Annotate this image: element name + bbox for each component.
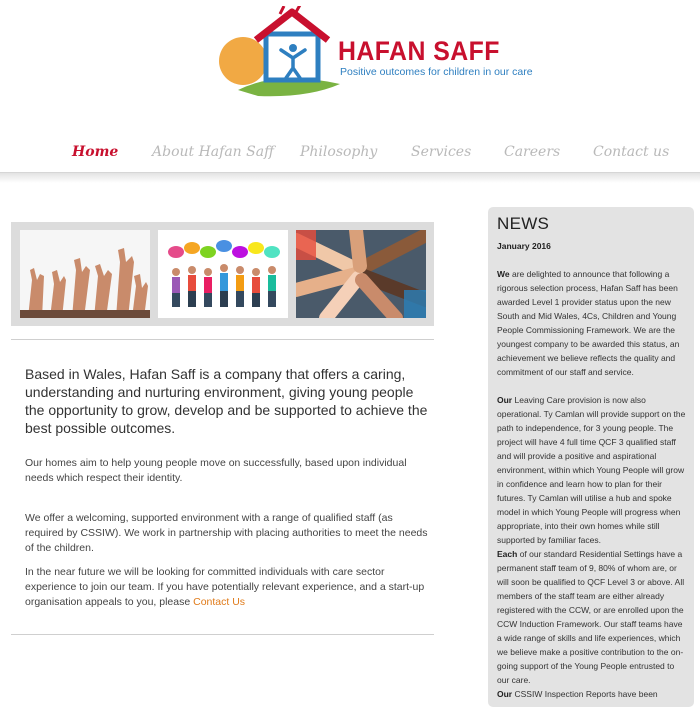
news-panel [488, 207, 694, 707]
nav-item-home[interactable]: Home [72, 144, 119, 160]
raised-hands-photo [20, 230, 150, 318]
nav-divider [0, 172, 700, 183]
nav-item-careers[interactable]: Careers [504, 144, 561, 160]
content-divider-bottom [11, 634, 434, 635]
news-date: January 2016 [497, 241, 551, 251]
homes-paragraph: Our homes aim to help young people move on successfully, based upon individual needs which respect their identity. [25, 457, 407, 484]
brand-tagline: Positive outcomes for children in our care [340, 66, 533, 78]
image-gallery [11, 222, 434, 326]
nav-item-philosophy[interactable]: Philosophy [300, 144, 378, 160]
site-logo[interactable] [218, 6, 533, 98]
news-item-lead: Each [497, 549, 518, 559]
recruitment-paragraph [25, 565, 430, 610]
content-divider-top [11, 339, 434, 340]
news-item [497, 687, 687, 701]
intro-text: Based in Wales, Hafan Saff is a company that offers a caring, understanding and nurturing environment, giving young people the opportunity to grow, develop and be supported to achieve the best possible outcomes. [25, 366, 428, 436]
nav-item-contact[interactable]: Contact us [593, 144, 670, 160]
nav-item-services[interactable]: Services [411, 144, 472, 160]
brand-name: HAFAN SAFF [338, 36, 500, 66]
house-logo-icon [218, 6, 343, 98]
people-speech-bubbles-illustration [158, 230, 288, 318]
environment-paragraph: We offer a welcoming, supported environment with a range of qualified staff (as required by CSSIW). We work in partnership with placing authorities to meet the needs of the children. [25, 512, 428, 554]
news-item-text: CSSIW Inspection Reports have been [512, 689, 658, 699]
news-item-text: are delighted to announce that following a rigorous selection process, Hafan Saff has been awarded Level 1 provider status upon the new South and Mid Wales, 4Cs, Children and Young People Commissioning Framework. We are the youngest company to be awarded this status, an achievement we believe reflects the quality and commitment of our staff and service. [497, 269, 680, 377]
news-item-text: Leaving Care provision is now also operational. Ty Camlan will provide support on the path to independence, for 3 young people. The project will have 4 full time QCF 3 qualified staff and will provide a positive and aspirational environment, within which Young People will grow in confidence and learn how to plan for their futures. Ty Camlan will utilise a hub and spoke model in which Young People will progress when appropriate, into their own homes while still supported by familiar faces. [497, 395, 686, 545]
news-item [497, 393, 687, 547]
news-item [497, 547, 687, 687]
recruitment-text: In the near future we will be looking for committed individuals with care sector experience to join our team. If you have potentially relevant experience, and a start-up organisation appeals to you, please [25, 566, 425, 608]
main-nav [0, 144, 700, 166]
news-item-lead: Our [497, 395, 513, 405]
contact-us-link[interactable]: Contact Us [193, 596, 246, 608]
stacked-hands-photo [296, 230, 426, 318]
news-item [497, 267, 687, 379]
nav-item-about[interactable]: About Hafan Saff [152, 144, 275, 160]
news-title: NEWS [497, 214, 550, 233]
news-item-text: of our standard Residential Settings have a permanent staff team of 9, 80% of whom are, or will soon be qualified to QCF Level 3 or above. All members of the staff team are either already registered with the CCW, or are enrolled upon the CCW Induction Framework. Our staff teams have a wide range of skills and life experiences, which we believe make a positive contribution to the on-going support of the Young People entrusted to our care. [497, 549, 685, 685]
news-item-lead: Our [497, 689, 513, 699]
news-item-lead: We [497, 269, 510, 279]
